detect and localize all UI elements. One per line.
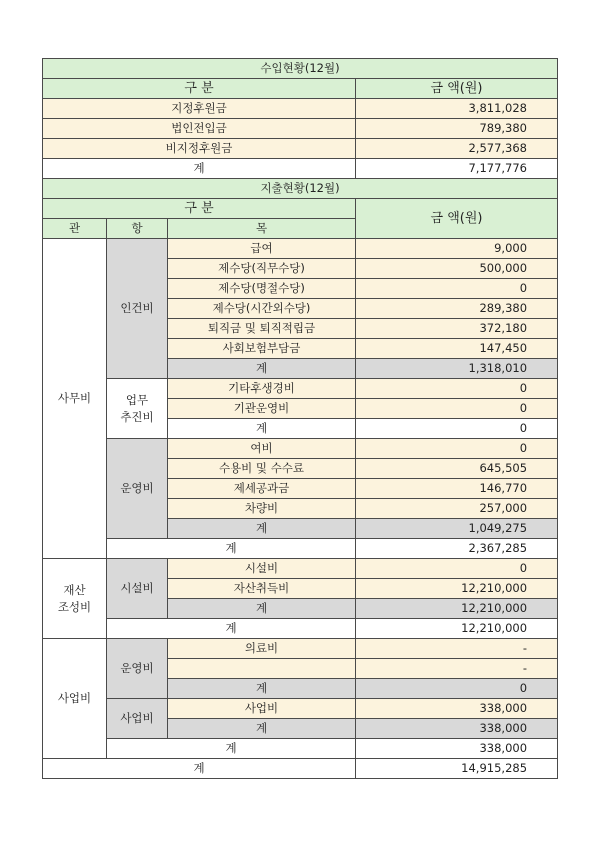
mok-label: 여비 bbox=[168, 439, 356, 459]
mok-amount: 0 bbox=[356, 279, 558, 299]
hang-operation: 운영비 bbox=[107, 439, 168, 539]
income-header-amount: 금 액(원) bbox=[356, 79, 558, 99]
subtotal-amount: 1,049,275 bbox=[356, 519, 558, 539]
mok-amount: 0 bbox=[356, 379, 558, 399]
gwan-total-row bbox=[43, 539, 558, 559]
hang-label-line2: 추진비 bbox=[120, 409, 154, 424]
mok-label: 제수당(시간외수당) bbox=[168, 299, 356, 319]
mok-label bbox=[168, 659, 356, 679]
hang-personnel: 인건비 bbox=[107, 239, 168, 379]
table-row bbox=[43, 699, 558, 719]
mok-label: 사업비 bbox=[168, 699, 356, 719]
mok-label: 급여 bbox=[168, 239, 356, 259]
mok-amount: 289,380 bbox=[356, 299, 558, 319]
income-total-row bbox=[43, 159, 558, 179]
mok-amount: - bbox=[356, 639, 558, 659]
gwan-total-amount: 12,210,000 bbox=[356, 619, 558, 639]
mok-amount: 645,505 bbox=[356, 459, 558, 479]
table-row bbox=[43, 559, 558, 579]
income-amount: 789,380 bbox=[356, 119, 558, 139]
income-label: 비지정후원금 bbox=[43, 139, 356, 159]
mok-amount: 0 bbox=[356, 399, 558, 419]
grand-total-row bbox=[43, 759, 558, 779]
subtotal-amount: 338,000 bbox=[356, 719, 558, 739]
subtotal-amount: 0 bbox=[356, 419, 558, 439]
income-amount: 3,811,028 bbox=[356, 99, 558, 119]
subtotal-amount: 1,318,010 bbox=[356, 359, 558, 379]
mok-label: 시설비 bbox=[168, 559, 356, 579]
subtotal-amount: 0 bbox=[356, 679, 558, 699]
table-row bbox=[43, 139, 558, 159]
subtotal-amount: 12,210,000 bbox=[356, 599, 558, 619]
income-amount: 2,577,368 bbox=[356, 139, 558, 159]
mok-label: 기타후생경비 bbox=[168, 379, 356, 399]
mok-amount: 372,180 bbox=[356, 319, 558, 339]
gwan-total-amount: 338,000 bbox=[356, 739, 558, 759]
mok-amount: 0 bbox=[356, 439, 558, 459]
income-title-row bbox=[43, 59, 558, 79]
mok-label: 퇴직금 및 퇴직적립금 bbox=[168, 319, 356, 339]
hang-project-operation: 운영비 bbox=[107, 639, 168, 699]
col-gwan: 관 bbox=[43, 219, 107, 239]
gwan-label-line1: 재산 bbox=[63, 582, 86, 597]
gwan-property bbox=[43, 559, 107, 639]
mok-label: 제수당(직무수당) bbox=[168, 259, 356, 279]
gwan-label-line2: 조성비 bbox=[57, 599, 92, 614]
mok-amount: 146,770 bbox=[356, 479, 558, 499]
mok-amount: 257,000 bbox=[356, 499, 558, 519]
expense-header-amount: 금 액(원) bbox=[356, 199, 558, 239]
mok-amount: 12,210,000 bbox=[356, 579, 558, 599]
table-row bbox=[43, 119, 558, 139]
gwan-total-label: 계 bbox=[107, 739, 356, 759]
mok-label: 제세공과금 bbox=[168, 479, 356, 499]
mok-amount: 500,000 bbox=[356, 259, 558, 279]
grand-total-amount: 14,915,285 bbox=[356, 759, 558, 779]
income-label: 지정후원금 bbox=[43, 99, 356, 119]
income-label: 법인전입금 bbox=[43, 119, 356, 139]
table-row bbox=[43, 239, 558, 259]
subtotal-label: 계 bbox=[168, 519, 356, 539]
gwan-total-row bbox=[43, 619, 558, 639]
gwan-total-label: 계 bbox=[107, 619, 356, 639]
mok-amount: 0 bbox=[356, 559, 558, 579]
expense-header-row bbox=[43, 199, 558, 219]
gwan-total-row bbox=[43, 739, 558, 759]
mok-label: 기관운영비 bbox=[168, 399, 356, 419]
mok-amount: 9,000 bbox=[356, 239, 558, 259]
income-header-category: 구 분 bbox=[43, 79, 356, 99]
gwan-total-label: 계 bbox=[107, 539, 356, 559]
income-total-label: 계 bbox=[43, 159, 356, 179]
subtotal-label: 계 bbox=[168, 359, 356, 379]
financial-report bbox=[42, 58, 557, 779]
hang-label-line1: 업무 bbox=[125, 392, 149, 407]
table-row bbox=[43, 379, 558, 399]
col-mok: 목 bbox=[168, 219, 356, 239]
expense-table bbox=[42, 178, 558, 779]
mok-amount: - bbox=[356, 659, 558, 679]
mok-label: 사회보험부담금 bbox=[168, 339, 356, 359]
hang-facility: 시설비 bbox=[107, 559, 168, 619]
income-total-amount: 7,177,776 bbox=[356, 159, 558, 179]
table-row bbox=[43, 639, 558, 659]
gwan-project: 사업비 bbox=[43, 639, 107, 759]
expense-title-row bbox=[43, 179, 558, 199]
grand-total-label: 계 bbox=[43, 759, 356, 779]
mok-label: 의료비 bbox=[168, 639, 356, 659]
mok-label: 차량비 bbox=[168, 499, 356, 519]
mok-label: 제수당(명절수당) bbox=[168, 279, 356, 299]
expense-header-category: 구 분 bbox=[43, 199, 356, 219]
mok-label: 수용비 및 수수료 bbox=[168, 459, 356, 479]
hang-business-promo bbox=[107, 379, 168, 439]
subtotal-label: 계 bbox=[168, 679, 356, 699]
subtotal-label: 계 bbox=[168, 419, 356, 439]
mok-amount: 147,450 bbox=[356, 339, 558, 359]
gwan-office: 사무비 bbox=[43, 239, 107, 559]
expense-title: 지출현황(12월) bbox=[43, 179, 558, 199]
table-row bbox=[43, 99, 558, 119]
gwan-total-amount: 2,367,285 bbox=[356, 539, 558, 559]
mok-amount: 338,000 bbox=[356, 699, 558, 719]
subtotal-label: 계 bbox=[168, 719, 356, 739]
mok-label: 자산취득비 bbox=[168, 579, 356, 599]
table-row bbox=[43, 439, 558, 459]
income-table bbox=[42, 58, 558, 179]
subtotal-label: 계 bbox=[168, 599, 356, 619]
income-header-row bbox=[43, 79, 558, 99]
hang-program: 사업비 bbox=[107, 699, 168, 739]
col-hang: 항 bbox=[107, 219, 168, 239]
income-title: 수입현황(12월) bbox=[43, 59, 558, 79]
